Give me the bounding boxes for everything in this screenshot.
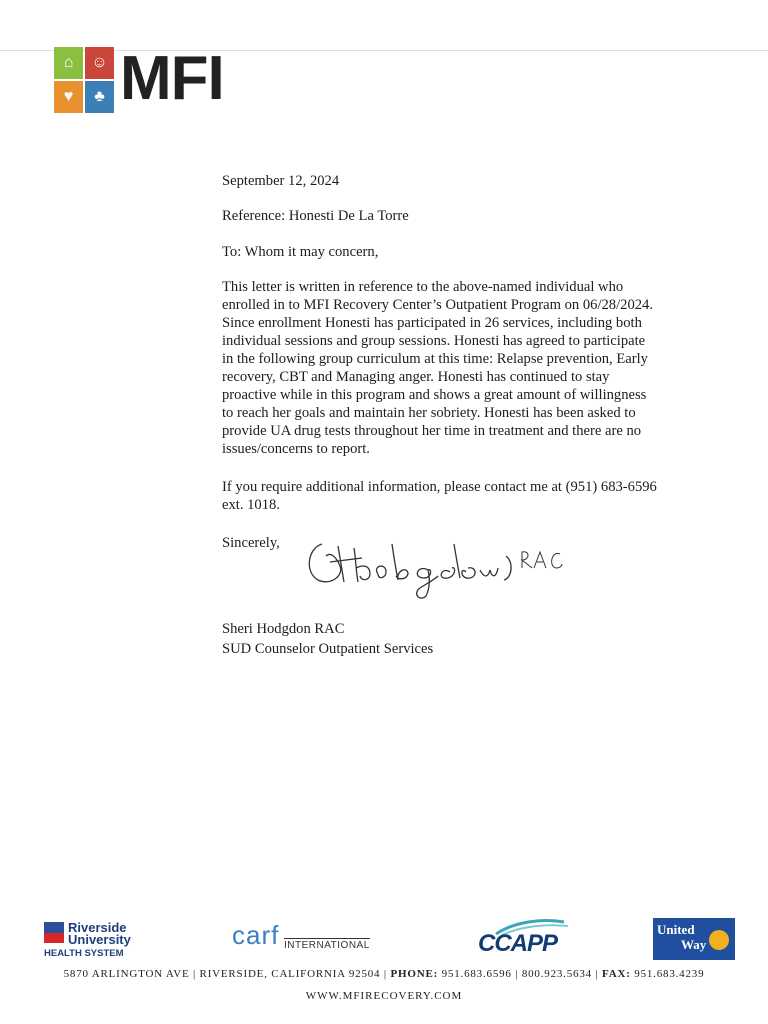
letter-closing: Sincerely, [222, 535, 280, 551]
logo-mark [54, 47, 114, 113]
carf-wordmark: carf [232, 920, 280, 950]
body-line: individual sessions and group sessions. Honesti has agreed to participate [222, 333, 646, 349]
signer-title: SUD Counselor Outpatient Services [222, 641, 434, 657]
body-line: to reach her goals and maintain her sobriety. Honesti has been asked to [222, 405, 636, 421]
body-line: proactive while in this program and shows a great amount of willingness [222, 387, 647, 403]
ruhs-line1: Riverside [68, 920, 127, 935]
body-line: recovery, CBT and Managing anger. Honesti has continued to stay [222, 369, 610, 385]
heart-icon: ♥ [54, 81, 83, 113]
united-way-line1: United [657, 922, 695, 937]
body-line: Since enrollment Honesti has participated in 26 services, including both [222, 315, 642, 331]
handwritten-signature [300, 522, 570, 600]
ruhs-mark-accent [44, 933, 64, 943]
ruhs-line2: University [68, 932, 131, 947]
letter-contact [222, 478, 692, 514]
house-icon: ⌂ [54, 47, 83, 79]
letter-salutation: To: Whom it may concern, [222, 244, 379, 260]
phone-label: PHONE: [390, 968, 439, 980]
united-way-logo [653, 918, 735, 960]
riverside-university-logo [44, 920, 144, 960]
footer-address [0, 968, 768, 980]
fax-label: FAX: [602, 968, 631, 980]
ccapp-wordmark: CCAPP [478, 930, 558, 957]
carf-logo [232, 920, 372, 956]
carf-subtitle: INTERNATIONAL [284, 940, 370, 951]
address-street: 5870 ARLINGTON AVE | RIVERSIDE, CALIFORNIA 92504 | [63, 968, 387, 980]
contact-line: If you require additional information, please contact me at (951) 683-6596 [222, 479, 657, 495]
body-line: provide UA drug tests throughout her time in treatment and there are no [222, 423, 642, 439]
contact-line: ext. 1018. [222, 497, 280, 513]
signer-name: Sheri Hodgdon RAC [222, 621, 345, 637]
body-line: in the following group curriculum at this time: Relapse prevention, Early [222, 351, 648, 367]
fax-number: 951.683.4239 [634, 968, 705, 980]
mfi-logo [54, 44, 254, 113]
letter-date: September 12, 2024 [222, 173, 340, 189]
phone-numbers: 951.683.6596 | 800.923.5634 | [441, 968, 599, 980]
ccapp-logo [474, 918, 564, 958]
body-line: This letter is written in reference to the above-named individual who [222, 279, 624, 295]
letter-body [222, 278, 692, 458]
body-line: enrolled in to MFI Recovery Center’s Outpatient Program on 06/28/2024. [222, 297, 653, 313]
ruhs-line3: HEALTH SYSTEM [44, 948, 124, 959]
footer-logos [0, 912, 768, 962]
united-way-hand-icon [709, 930, 729, 950]
footer-website: WWW.MFIRECOVERY.COM [305, 990, 463, 1002]
united-way-line2: Way [681, 937, 707, 952]
letter-reference: Reference: Honesti De La Torre [222, 208, 409, 224]
body-line: issues/concerns to report. [222, 441, 370, 457]
family-icon: ☺ [85, 47, 114, 79]
logo-wordmark: MFI [120, 44, 224, 113]
tree-icon: ♣ [85, 81, 114, 113]
